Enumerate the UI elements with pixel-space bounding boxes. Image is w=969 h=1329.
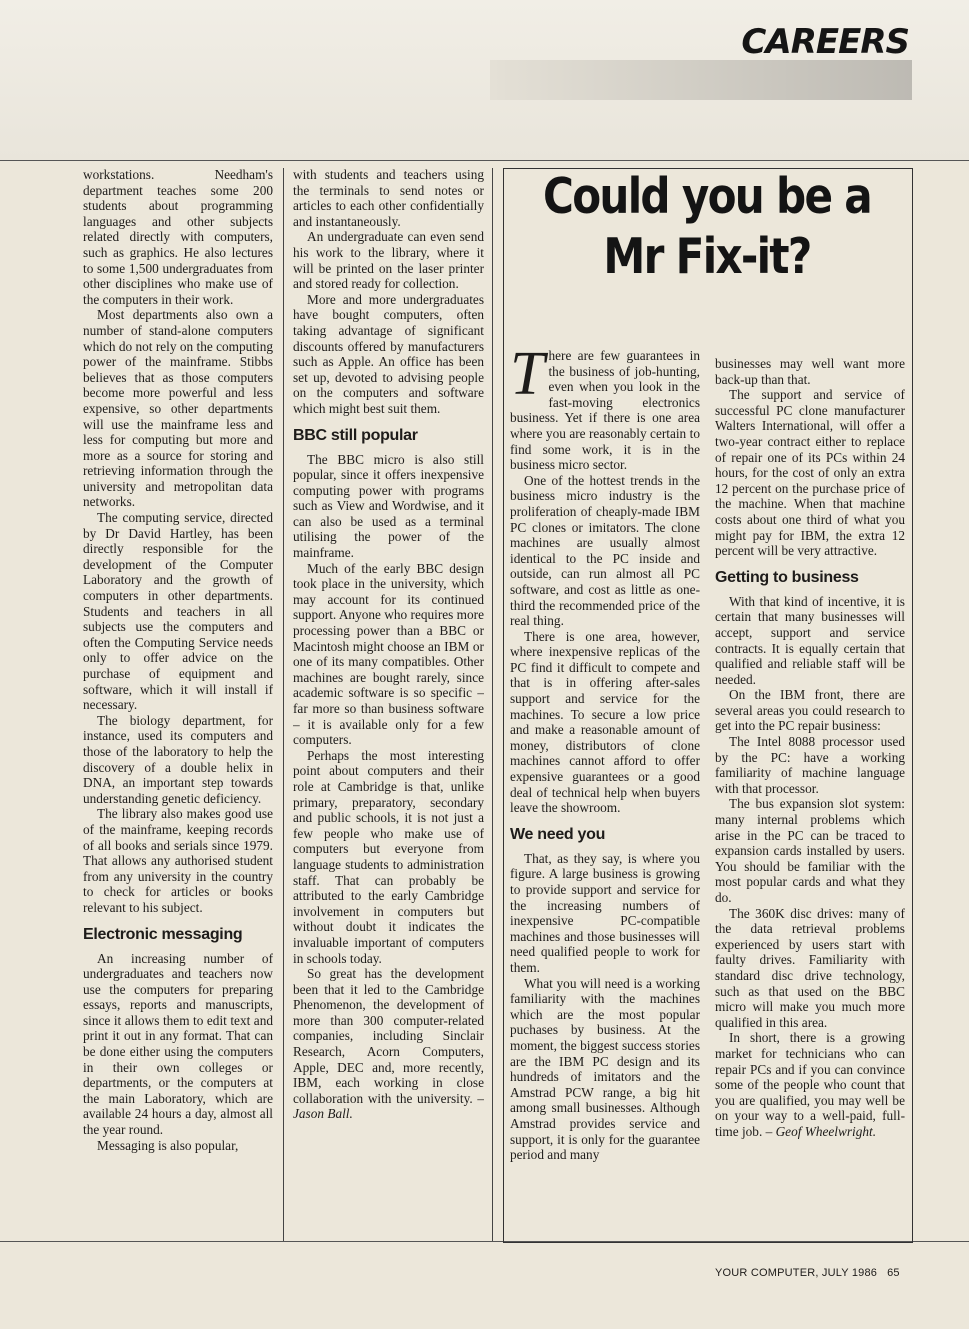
article-column-2: [293, 167, 484, 1241]
column-rule-2: [492, 168, 493, 1241]
paragraph: [83, 1138, 273, 1154]
paragraph: [293, 292, 484, 417]
paragraph: [715, 734, 905, 796]
paragraph-text: More and more undergraduates have bought computers, often taking advantage of significant discounts offered by manufacturers such as Apple. An office has been set up, devoted to advising people on the computers and software which might best suit them.: [293, 291, 484, 416]
subheading-text: Getting to business: [715, 568, 859, 586]
paragraph: [715, 1030, 905, 1139]
paragraph-text: An increasing number of undergraduates and teachers now use the computers for preparing essays, reports and manuscripts, since it allows them to edit text and print it out in any format. That can be done either using the computers in their own colleges or departments, or the computers at the main Laboratory, which are available 24 hours a day, almost all the year round.: [83, 950, 273, 1138]
column-rule-1: [283, 168, 284, 1241]
paragraph: [293, 229, 484, 291]
section-title: CAREERS: [741, 22, 909, 62]
paragraph: [715, 906, 905, 1031]
paragraph: [715, 356, 905, 387]
paragraph-text: The BBC micro is also still popular, since it offers inexpensive computing power with programs such as View and Wordwise, and it can also be used as a terminal utilising the power of the mainframe.: [293, 451, 484, 561]
paragraph: [293, 748, 484, 966]
paragraph-text: So great has the development been that it led to the Cambridge Phenomenon, the development of more than 300 computer-related companies, including Sinclair Research, Acorn Computers, Apple, DEC and, more recently, IBM, each working in close collaboration with the university. –: [293, 966, 484, 1106]
paragraph-text: In short, there is a growing market for technicians who can repair PCs and if you can convince some of the people who count that you are qualified, you may well be on your way to a well-paid, full-time job. –: [715, 1030, 905, 1139]
header-band: [490, 60, 912, 100]
paragraph: [510, 473, 700, 629]
publication-credit: YOUR COMPUTER, JULY 1986: [715, 1267, 878, 1279]
paragraph-text: What you will need is a working familiarity with the machines which are the most popular puchases by business. At the moment, the biggest success stories are the IBM PC design and its hundreds of imitators and the Amstrad PCW range, a big hit among small businesses. Although Amstrad provides service and support, it is only for the guarantee period and many: [510, 975, 700, 1163]
paragraph-text: Messaging is also popular,: [97, 1137, 239, 1153]
subheading: [715, 568, 905, 587]
paragraph-text: There is one area, however, where inexpensive replicas of the PC find it difficult to compete and that is in offering after-sales support and service for the machines. To secure a low price and make a reasonable amount of money, distributors of clone machines cannot afford to offer expensive guarantees or a good deal of technical help when buyers leave the showroom.: [510, 628, 700, 816]
paragraph-text: Perhaps the most interesting point about computers and their role at Cambridge is that, unlike primary, preparatory, secondary and public schools, it is not just a few people who make use of computers but everyone from language students to administration staff. That can probably be attributed to the early Cambridge involvement in computers but without doubt it indicates the invaluable important of computers in schools today.: [293, 747, 484, 966]
drop-cap: T: [510, 348, 545, 408]
subheading: [293, 426, 484, 445]
paragraph: [715, 796, 905, 905]
paragraph-text: with students and teachers using the terminals to send notes or articles to each other confidentially and instantaneously.: [293, 167, 484, 229]
paragraph: [83, 806, 273, 915]
paragraph: [715, 687, 905, 734]
subheading-text: BBC still popular: [293, 426, 418, 444]
paragraph-text: workstations. Needham's department teaches some 200 students about programming languages and other subjects related directly with computers, such as graphics. He also lectures to some 1,500 undergraduates from other disciplines who make use of the computers in their work.: [83, 167, 273, 307]
paragraph-text: The computing service, directed by Dr David Hartley, has been directly responsible for the development of the Computer Laboratory and the growth of computers in other departments. Students and teachers in all subjects use the computers and often the Computing Service needs only to offer advice on the purchase of equipment and software, which it will install if necessary.: [83, 510, 273, 713]
article-headline: Could you be a Mr Fix-it?: [542, 168, 872, 285]
paragraph: [293, 167, 484, 229]
paragraph-text: The support and service of successful PC clone manufacturer Walters International, will offer a two-year contract either to replace of repair one of its PCs within 24 hours, for the cost of only an extra 12 percent on the purchase price of the machine. When that machine costs about one third of what you might pay for IBM, the extra 12 percent will be very attractive.: [715, 387, 905, 559]
page-number: 65: [887, 1267, 900, 1279]
paragraph-text: here are few guarantees in the business of job-hunting, even when you look in the fast-moving electronics business. Yet if there is one area where you are reasonably certain to find some work, it is in the business micro sector.: [510, 348, 700, 473]
paragraph-text: The 360K disc drives: many of the data retrieval problems experienced by users start with faulty drives. Familiarity with standard disc drive technology, such as that used on the BBC micro will make you much more qualified in this area.: [715, 905, 905, 1030]
paragraph-text: Much of the early BBC design took place in the university, which may account for its continued support. Anyone who requires more processing power than a BBC or Macintosh might choose an IBM or one of its many compatibles. Other machines are bought rarely, since academic software is so specific – far more so than business software – it is available only for a few computers.: [293, 560, 484, 748]
paragraph: [83, 951, 273, 1138]
subheading: [83, 925, 273, 944]
paragraph: [510, 851, 700, 976]
paragraph-text: Most departments also own a number of stand-alone computers which do not rely on the computing power of the mainframe. Stibbs believes that as those computers become more powerful and less expensive, so other departments will use the mainframe less and less for computing but more and more as a source for storing and retrieving information through the university and metropolitan data networks.: [83, 307, 273, 510]
page-footer: [715, 1267, 900, 1279]
article-column-3: [510, 348, 700, 1240]
article-column-1: [83, 167, 273, 1241]
paragraph: [510, 976, 700, 1163]
paragraph: [715, 594, 905, 688]
paragraph-text: One of the hottest trends in the business micro industry is the proliferation of cheaply-made IBM PC clones or imitators. The clone machines are usually almost identical to the PC inside and outside, can run almost all PC software, and cost as little as one-third the recommended price of the real thing.: [510, 472, 700, 629]
paragraph-text: The library also makes good use of the mainframe, keeping records of all books and serials since 1979. That allows any authorised student from any university in the country to check for articles or books relevant to his subject.: [83, 806, 273, 915]
paragraph-text: With that kind of incentive, it is certain that many businesses will accept, support and service contracts. It is equally certain that qualified and reliable staff will be needed.: [715, 593, 905, 687]
paragraph-text: That, as they say, is where you figure. A large business is growing to provide support and service for the increasing numbers of inexpensive PC-compatible machines and those businesses will need qualified people to work for them.: [510, 850, 700, 975]
paragraph: [83, 307, 273, 510]
paragraph-text: An undergraduate can even send his work to the library, where it will be printed on the laser printer and stored ready for collection.: [293, 229, 484, 292]
paragraph: [83, 713, 273, 807]
paragraph-text: businesses may well want more back-up than that.: [715, 356, 905, 387]
paragraph: [293, 561, 484, 748]
top-rule: [0, 160, 969, 161]
paragraph: [293, 452, 484, 561]
article-column-4: [715, 356, 905, 1240]
paragraph-text: The bus expansion slot system: many internal problems which arise in the PC can be traced to expansion cards installed by users. You should be familiar with the most popular cards and what they do.: [715, 796, 905, 905]
paragraph-text: The biology department, for instance, used its computers and those of the laboratory to help the discovery of a double helix in DNA, an important step towards understanding genetic deficiency.: [83, 712, 273, 806]
paragraph: [293, 966, 484, 1122]
paragraph: [83, 510, 273, 713]
paragraph-text: The Intel 8088 processor used by the PC: have a working familiarity of machine language with that processor.: [715, 734, 905, 796]
author-signature: Geof Wheelwright.: [775, 1123, 877, 1139]
paragraph: [83, 167, 273, 307]
paragraph: [510, 629, 700, 816]
subheading-text: Electronic messaging: [83, 925, 243, 943]
paragraph: [510, 348, 700, 473]
paragraph: [715, 387, 905, 559]
paragraph-text: On the IBM front, there are several areas you could research to get into the PC repair business:: [715, 687, 905, 734]
author-signature: Jason Ball.: [293, 1106, 353, 1122]
subheading-text: We need you: [510, 825, 606, 843]
subheading: [510, 825, 700, 844]
